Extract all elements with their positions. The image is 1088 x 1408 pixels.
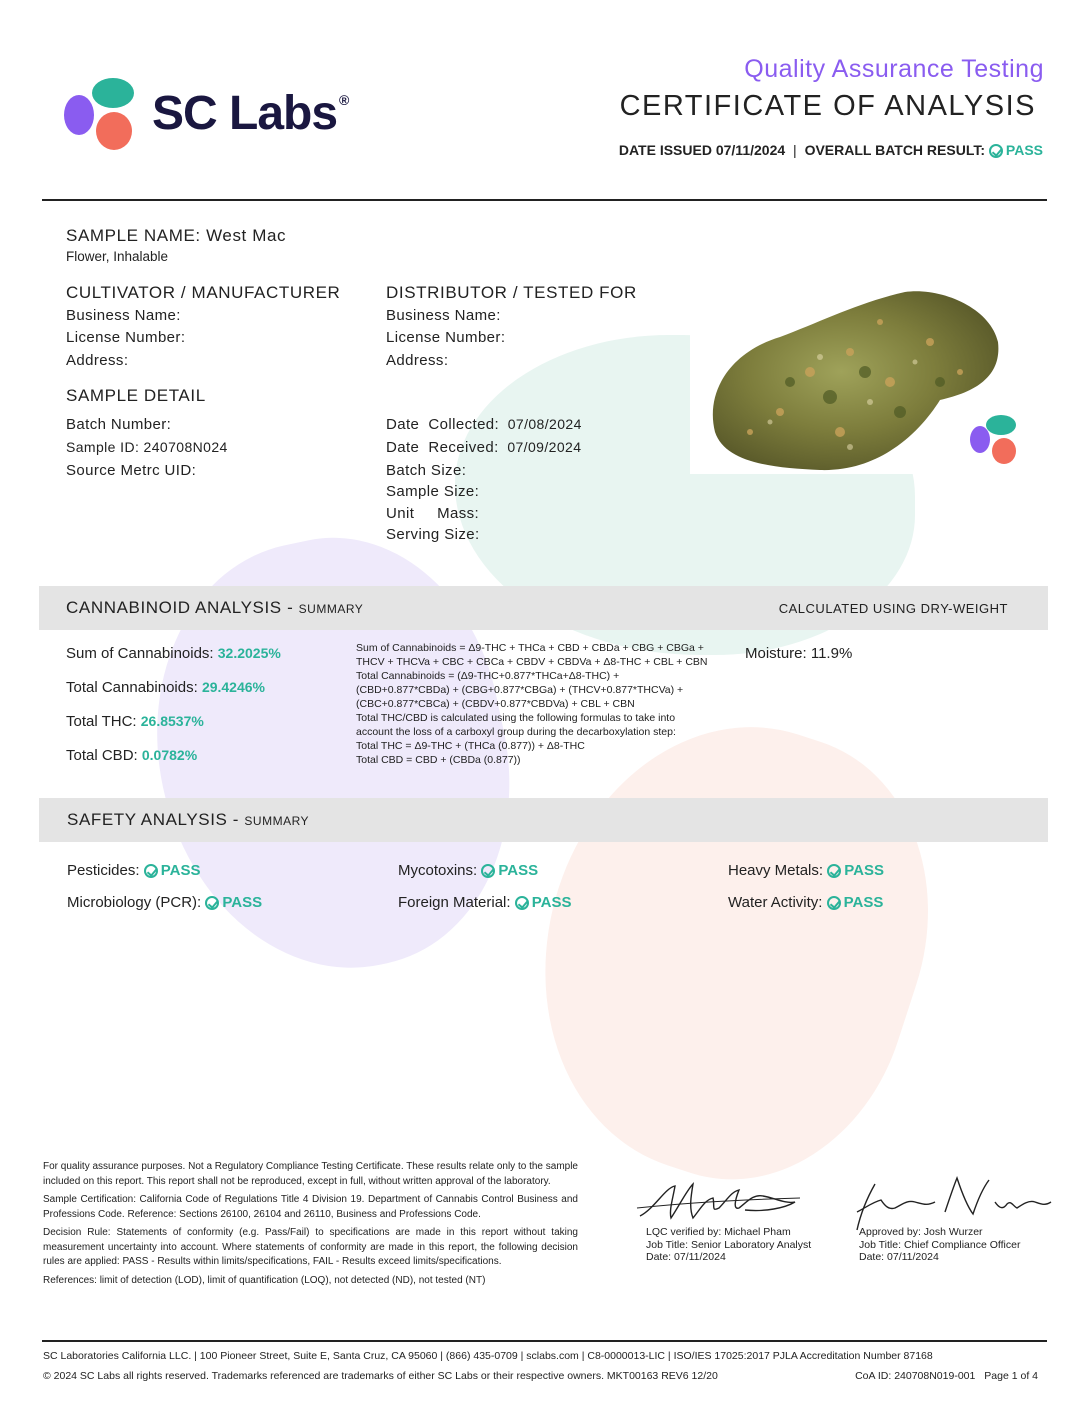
heavy-metals-row: [728, 862, 884, 879]
page-title: CERTIFICATE OF ANALYSIS: [619, 90, 1036, 122]
cannabinoid-heading-main: CANNABINOID ANALYSIS -: [66, 598, 294, 617]
total-thc-row: [66, 713, 204, 730]
signature-michael-pham: [635, 1178, 805, 1226]
total-thc-label: Total THC:: [66, 713, 137, 730]
formula-line: Total THC = Δ9-THC + (THCa (0.877)) + Δ8-THC: [356, 740, 585, 752]
total-cbd-label: Total CBD:: [66, 747, 138, 764]
date-issued: 07/11/2024: [715, 142, 786, 158]
heavy-metals-result: PASS: [844, 862, 884, 879]
cultivator-address-label: Address:: [66, 352, 129, 369]
footer-divider: [42, 1340, 1047, 1342]
formula-line: (CBC+0.877*CBCa) + (CBDV+0.877*CBDVa) + CBL + CBN: [356, 698, 635, 710]
mycotoxins-result: PASS: [498, 862, 539, 879]
safety-section-header: [39, 798, 1048, 842]
registered-mark: ®: [339, 92, 349, 108]
sample-photo: [690, 282, 1020, 474]
right-date: Date: 07/11/2024: [859, 1251, 939, 1263]
pesticides-result: PASS: [160, 862, 201, 879]
disclaimer-block: [43, 1160, 578, 1288]
heavy-metals-label: Heavy Metals:: [728, 862, 824, 879]
mycotoxins-row: [398, 862, 538, 879]
safety-heading-sub: SUMMARY: [244, 814, 310, 828]
left-verifier: LQC verified by: Michael Pham: [646, 1226, 791, 1238]
distributor-address-label: Address:: [386, 352, 449, 369]
formula-line: THCV + THCVa + CBC + CBCa + CBDV + CBDVa + Δ8-THC + CBL + CBN: [356, 656, 708, 668]
sample-certification: Sample Certification: California Code of Regulations Title 4 Division 19. Department of Cannabis Control Business and Professions Code. Reference: Sections 26100, 26104 and 26110, Business and Professions Code.: [43, 1194, 578, 1220]
distributor-heading: DISTRIBUTOR / TESTED FOR: [386, 283, 637, 302]
header-tagline: Quality Assurance Testing: [744, 55, 1044, 83]
cultivator-heading: CULTIVATOR / MANUFACTURER: [66, 283, 341, 302]
safety-heading-main: SAFETY ANALYSIS -: [67, 810, 240, 829]
source-uid-label: Source Metrc UID:: [66, 462, 197, 479]
left-job-title: Job Title: Senior Laboratory Analyst: [646, 1238, 812, 1251]
cannabinoid-heading-sub: SUMMARY: [298, 602, 364, 616]
signature-left-block: [646, 1226, 811, 1264]
date-collected: 07/08/2024: [507, 416, 582, 432]
foreign-material-label: Foreign Material:: [398, 894, 511, 911]
serving-size-label: Serving Size:: [386, 526, 480, 543]
moisture-value: 11.9%: [810, 645, 853, 662]
logo-dot-teal: [92, 78, 134, 108]
safety-heading: [67, 810, 309, 830]
coa-id: CoA ID: 240708N019-001: [855, 1370, 976, 1382]
batch-number-label: Batch Number:: [66, 416, 172, 433]
date-collected-row: [386, 416, 582, 433]
overall-result-label: OVERALL BATCH RESULT:: [804, 142, 986, 158]
total-cannabinoids-label: Total Cannabinoids:: [66, 679, 198, 696]
references: References: limit of detection (LOD), limit of quantification (LOQ), not detected (ND), not tested (NT): [43, 1274, 486, 1286]
batch-size-label: Batch Size:: [386, 462, 467, 479]
sample-name: West Mac: [206, 226, 287, 245]
photo-logo-dot-coral: [992, 438, 1016, 464]
pesticides-label: Pesticides:: [67, 862, 140, 879]
microbiology-label: Microbiology (PCR):: [67, 894, 202, 911]
total-cbd-row: [66, 747, 197, 764]
sample-size-label: Sample Size:: [386, 483, 480, 500]
check-icon: [989, 144, 1003, 158]
total-thc-value: 26.8537%: [140, 713, 204, 729]
formula-line: Total THC/CBD is calculated using the following formulas to take into: [356, 712, 676, 724]
formula-line: Total Cannabinoids = (Δ9-THC+0.877*THCa+Δ8-THC) +: [356, 670, 620, 682]
check-icon: [205, 896, 219, 910]
distributor-license-label: License Number:: [386, 329, 506, 346]
separator: |: [793, 142, 797, 158]
moisture-row: [745, 645, 852, 662]
moisture-label: Moisture:: [745, 645, 807, 662]
total-cannabinoids-value: 29.4246%: [201, 679, 265, 695]
cannabinoid-heading: [66, 598, 363, 618]
qa-disclaimer: For quality assurance purposes. Not a Regulatory Compliance Testing Certificate. These results relate only to the sample included on this report. This report shall not be reproduced, except in full, without written approval of the laboratory.: [43, 1161, 578, 1187]
logo-dot-coral: [96, 112, 132, 150]
date-issued-label: DATE ISSUED: [618, 142, 712, 158]
date-received-row: [386, 439, 581, 456]
sample-id: 240708N024: [143, 439, 228, 455]
photo-logo-dot-purple: [970, 426, 990, 453]
dry-weight-note: CALCULATED USING DRY-WEIGHT: [778, 601, 1008, 616]
logo-text: SC Labs: [152, 87, 338, 140]
decision-rule: Decision Rule: Statements of conformity (e.g. Pass/Fail) to specifications are made in this report without taking measurement uncertainty into account. Where statements of conformity are made in this report, the following decision rules are applied: PASS - Results within limits/specifications, FAIL - Results exceed limits/specifications.: [43, 1227, 578, 1267]
overall-result: PASS: [1005, 142, 1043, 158]
sample-detail-heading: SAMPLE DETAIL: [66, 386, 206, 405]
footer-address: SC Laboratories California LLC. | 100 Pioneer Street, Suite E, Santa Cruz, CA 95060 | (866) 435-0709 | sclabs.com | C8-0000013-LIC | ISO/IES 17025:2017 PJLA Accreditation Number 87168: [43, 1350, 933, 1362]
total-cbd-value: 0.0782%: [141, 747, 198, 763]
right-approver: Approved by: Josh Wurzer: [859, 1226, 983, 1238]
foreign-material-row: [398, 894, 571, 911]
logo-wordmark: [152, 86, 348, 141]
check-icon: [481, 864, 495, 878]
check-icon: [827, 896, 841, 910]
batch-result-line: [619, 142, 1043, 158]
cannabinoid-formulas: [356, 641, 736, 767]
mycotoxins-label: Mycotoxins:: [398, 862, 478, 879]
check-icon: [144, 864, 158, 878]
sample-name-label: SAMPLE NAME:: [66, 226, 201, 245]
sum-cannabinoids-label: Sum of Cannabinoids:: [66, 645, 214, 662]
formula-line: Total CBD = CBD + (CBDa (0.877)): [356, 754, 521, 766]
date-received: 07/09/2024: [507, 439, 582, 455]
check-icon: [827, 864, 841, 878]
header-divider: [42, 199, 1047, 201]
formula-line: account the loss of a carboxyl group during the decarboxylation step:: [356, 726, 676, 738]
footer-copyright: © 2024 SC Labs all rights reserved. Trademarks referenced are trademarks of either SC Labs or their respective owners. MKT00163 REV6 12/20: [43, 1370, 718, 1382]
cannabinoid-section-header: [39, 586, 1048, 630]
footer-coa: [855, 1370, 1038, 1382]
unit-mass-label: Unit Mass:: [386, 505, 480, 522]
sample-name-row: [66, 226, 286, 246]
cultivator-business-label: Business Name:: [66, 307, 181, 324]
pesticides-row: [67, 862, 200, 879]
foreign-material-result: PASS: [531, 894, 572, 911]
water-activity-result: PASS: [843, 894, 884, 911]
cultivator-license-label: License Number:: [66, 329, 186, 346]
sample-id-label: Sample ID:: [66, 439, 140, 455]
microbiology-result: PASS: [222, 894, 263, 911]
sample-type: Flower, Inhalable: [66, 249, 169, 264]
microbiology-row: [67, 894, 262, 911]
page-number: Page 1 of 4: [984, 1370, 1038, 1382]
check-icon: [515, 896, 529, 910]
left-date: Date: 07/11/2024: [646, 1251, 726, 1263]
sample-id-row: [66, 439, 228, 455]
signature-right-block: [859, 1226, 1020, 1264]
sum-cannabinoids-value: 32.2025%: [217, 645, 281, 661]
distributor-business-label: Business Name:: [386, 307, 501, 324]
brand-logo: [62, 78, 382, 152]
logo-dot-purple: [64, 95, 94, 135]
water-activity-row: [728, 894, 883, 911]
date-received-label: Date Received:: [386, 439, 499, 456]
water-activity-label: Water Activity:: [728, 894, 823, 911]
photo-logo-dot-teal: [986, 415, 1016, 435]
formula-line: (CBD+0.877*CBDa) + (CBG+0.877*CBGa) + (THCV+0.877*THCVa) +: [356, 684, 684, 696]
total-cannabinoids-row: [66, 679, 265, 696]
right-job-title: Job Title: Chief Compliance Officer: [859, 1238, 1021, 1251]
sum-cannabinoids-row: [66, 645, 281, 662]
formula-line: Sum of Cannabinoids = Δ9-THC + THCa + CBD + CBDa + CBG + CBGa +: [356, 642, 704, 654]
signature-josh-wurzer: [845, 1172, 1055, 1234]
date-collected-label: Date Collected:: [386, 416, 500, 433]
